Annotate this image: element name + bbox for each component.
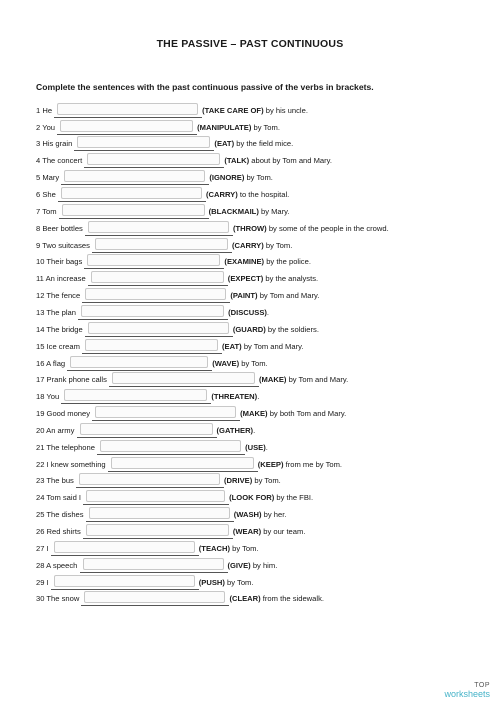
- answer-input[interactable]: [57, 103, 198, 115]
- exercise-row: [36, 220, 389, 237]
- answer-blank: [97, 440, 245, 455]
- sentence-end: by Tom.: [230, 543, 259, 553]
- answer-blank: [78, 305, 228, 320]
- exercise-row: [36, 355, 268, 372]
- answer-blank: [83, 490, 229, 505]
- answer-input[interactable]: [95, 238, 228, 250]
- sentence-end: by the analysts.: [263, 274, 319, 284]
- exercise-row: [36, 523, 305, 540]
- answer-input[interactable]: [100, 440, 241, 452]
- sentence-start: 29 I: [36, 577, 51, 587]
- answer-blank: [83, 524, 233, 539]
- answer-input[interactable]: [87, 153, 220, 165]
- verb-in-brackets: (EXAMINE): [224, 257, 265, 267]
- sentence-start: 23 The bus: [36, 476, 76, 486]
- exercise-row: [36, 473, 281, 490]
- sentence-end: to the hospital.: [237, 190, 290, 199]
- exercise-row: [36, 490, 313, 507]
- answer-blank: [85, 221, 233, 236]
- sentence-end: by her.: [261, 510, 287, 520]
- answer-input[interactable]: [112, 372, 255, 384]
- sentence-end: by both Tom and Mary.: [267, 409, 347, 419]
- verb-in-brackets: (MAKE): [259, 375, 287, 385]
- exercise-row: [36, 405, 346, 422]
- answer-blank: [80, 558, 228, 573]
- logo-worksheets-text: worksheets: [444, 689, 490, 699]
- sentence-end: by him.: [250, 560, 278, 570]
- answer-input[interactable]: [70, 356, 208, 368]
- sentence-start: 19 Good money: [36, 409, 93, 419]
- verb-in-brackets: (DRIVE): [223, 476, 253, 486]
- sentence-start: 4 The concert: [36, 156, 85, 166]
- answer-blank: [77, 423, 217, 438]
- answer-input[interactable]: [89, 507, 230, 519]
- sentence-end: .: [265, 442, 268, 452]
- sentence-start: 14 The bridge: [36, 324, 85, 334]
- answer-blank: [51, 575, 199, 590]
- verb-in-brackets: (MAKE): [240, 409, 268, 419]
- sentence-end: by Tom.: [263, 240, 293, 250]
- verb-in-brackets: (PAINT): [230, 291, 258, 301]
- sentence-start: 2 You: [36, 122, 58, 132]
- answer-input[interactable]: [80, 423, 213, 435]
- answer-blank: [74, 136, 214, 151]
- verb-in-brackets: (EXPECT): [227, 274, 264, 284]
- sentence-end: by the field mice.: [234, 139, 294, 149]
- sentence-end: by Tom and Mary.: [286, 375, 349, 385]
- exercise-row: [36, 439, 268, 456]
- sentence-end: about by Tom and Mary.: [249, 156, 333, 166]
- answer-blank: [67, 356, 212, 371]
- verb-in-brackets: (MANIPULATE): [197, 122, 252, 132]
- exercise-row: [36, 506, 286, 523]
- answer-input[interactable]: [79, 473, 220, 485]
- answer-input[interactable]: [85, 339, 218, 351]
- verb-in-brackets: (DISCUSS): [228, 307, 267, 317]
- sentence-end: by the FBI.: [274, 493, 314, 503]
- answer-blank: [86, 507, 234, 522]
- exercise-row: [36, 237, 292, 254]
- verb-in-brackets: (GIVE): [227, 560, 251, 570]
- answer-input[interactable]: [85, 288, 226, 300]
- exercise-row: [36, 388, 259, 405]
- sentence-end: by the soldiers.: [265, 324, 319, 334]
- answer-blank: [92, 238, 232, 253]
- sentence-start: 20 An army: [36, 425, 77, 435]
- verb-in-brackets: (CARRY): [232, 240, 264, 250]
- sentence-start: 11 An increase: [36, 274, 88, 284]
- verb-in-brackets: (GATHER): [216, 425, 254, 435]
- verb-in-brackets: (PUSH): [198, 577, 225, 587]
- answer-blank: [61, 389, 211, 404]
- verb-in-brackets: (THROW): [232, 223, 267, 233]
- answer-input[interactable]: [61, 187, 202, 199]
- exercise-row: [36, 304, 269, 321]
- answer-blank: [81, 591, 229, 606]
- logo-top-text: TOP: [474, 682, 490, 689]
- sentence-end: by Tom.: [251, 122, 280, 132]
- answer-input[interactable]: [60, 120, 193, 132]
- answer-input[interactable]: [64, 170, 205, 182]
- sentence-start: 27 I: [36, 543, 51, 553]
- sentence-end: by Tom.: [224, 577, 254, 587]
- sentence-end: by the police.: [264, 257, 311, 267]
- sentence-end: by Tom and Mary.: [257, 291, 320, 301]
- exercise-row: [36, 136, 293, 153]
- sentence-end: by Tom.: [244, 173, 273, 183]
- answer-blank: [88, 271, 228, 286]
- answer-input[interactable]: [88, 221, 229, 233]
- exercise-row: [36, 186, 289, 203]
- answer-blank: [109, 372, 259, 387]
- sentence-start: 22 I knew something: [36, 459, 108, 469]
- exercise-row: [36, 102, 308, 119]
- answer-input[interactable]: [62, 204, 205, 216]
- sentence-end: .: [253, 425, 256, 435]
- sentence-end: by our team.: [261, 527, 306, 536]
- answer-input[interactable]: [84, 591, 225, 603]
- exercise-row: [36, 254, 311, 271]
- answer-blank: [84, 254, 224, 269]
- sentence-start: 10 Their bags: [36, 257, 85, 267]
- exercise-row: [36, 203, 290, 220]
- sentence-start: 24 Tom said I: [36, 493, 84, 503]
- page-title: THE PASSIVE – PAST CONTINUOUS: [156, 38, 344, 50]
- sentence-start: 5 Mary: [36, 173, 62, 183]
- sentence-start: 15 Ice cream: [36, 341, 83, 351]
- answer-blank: [108, 457, 258, 472]
- exercise-row: [36, 422, 255, 439]
- exercise-row: [36, 119, 280, 136]
- answer-blank: [58, 187, 206, 202]
- sentence-start: 13 The plan: [36, 307, 79, 317]
- instructions: Complete the sentences with the past continuous passive of the verbs in brackets.: [36, 82, 374, 92]
- answer-blank: [92, 406, 240, 421]
- exercise-row: [36, 271, 318, 288]
- verb-in-brackets: (TEACH): [198, 543, 230, 553]
- sentence-start: 8 Beer bottles: [36, 223, 85, 233]
- sentence-start: 16 A flag: [36, 358, 68, 368]
- sentence-end: .: [257, 392, 260, 402]
- answer-blank: [84, 153, 224, 168]
- sentence-start: 1 He: [36, 105, 55, 115]
- sentence-end: by some of the people in the crowd.: [266, 223, 389, 233]
- sentence-start: 12 The fence: [36, 291, 83, 301]
- answer-blank: [51, 541, 199, 556]
- topworksheets-logo: [444, 681, 490, 699]
- sentence-end: by Tom and Mary.: [241, 341, 304, 351]
- exercise-row: [36, 287, 319, 304]
- exercise-row: [36, 540, 259, 557]
- exercise-row: [36, 574, 254, 591]
- exercise-row: [36, 321, 319, 338]
- answer-input[interactable]: [95, 406, 236, 418]
- answer-input[interactable]: [81, 305, 224, 317]
- sentence-end: from the sidewalk.: [260, 594, 324, 604]
- verb-in-brackets: (WEAR): [232, 527, 262, 536]
- sentence-start: 28 A speech: [36, 560, 80, 570]
- sentence-start: 3 His grain: [36, 139, 75, 149]
- answer-input[interactable]: [54, 575, 195, 587]
- sentence-end: from me by Tom.: [283, 459, 343, 469]
- answer-input[interactable]: [54, 541, 195, 553]
- verb-in-brackets: (WASH): [233, 510, 262, 520]
- answer-blank: [82, 339, 222, 354]
- sentence-end: by Mary.: [258, 206, 290, 216]
- sentence-start: 7 Tom: [36, 206, 59, 216]
- exercise-row: [36, 557, 277, 574]
- verb-in-brackets: (IGNORE): [209, 173, 245, 183]
- verb-in-brackets: (KEEP): [257, 459, 284, 469]
- sentence-start: 26 Red shirts: [36, 527, 83, 536]
- answer-blank: [82, 288, 230, 303]
- answer-blank: [61, 170, 209, 185]
- answer-input[interactable]: [86, 490, 225, 502]
- verb-in-brackets: (THREATEN): [211, 392, 258, 402]
- sentence-end: .: [266, 307, 270, 317]
- verb-in-brackets: (LOOK FOR): [229, 493, 275, 503]
- sentence-start: 25 The dishes: [36, 510, 86, 520]
- verb-in-brackets: (TAKE CARE OF): [202, 105, 264, 115]
- answer-input[interactable]: [87, 254, 220, 266]
- exercise-row: [36, 372, 348, 389]
- sentence-end: by Tom.: [252, 476, 281, 486]
- sentence-end: by Tom.: [239, 358, 268, 368]
- verb-in-brackets: (CARRY): [205, 190, 238, 199]
- sentence-start: 18 You: [36, 392, 62, 402]
- verb-in-brackets: (WAVE): [212, 358, 240, 368]
- verb-in-brackets: (USE): [245, 442, 266, 452]
- exercise-row: [36, 591, 324, 608]
- answer-input[interactable]: [86, 524, 229, 536]
- answer-blank: [85, 322, 233, 337]
- answer-input[interactable]: [91, 271, 224, 283]
- sentence-start: 9 Two suitcases: [36, 240, 92, 250]
- sentence-start: 17 Prank phone calls: [36, 375, 110, 385]
- answer-input[interactable]: [83, 558, 224, 570]
- exercise-row: [36, 456, 342, 473]
- sentence-start: 21 The telephone: [36, 442, 98, 452]
- sentence-start: 6 She: [36, 190, 58, 199]
- answer-input[interactable]: [64, 389, 207, 401]
- answer-input[interactable]: [88, 322, 229, 334]
- verb-in-brackets: (TALK): [224, 156, 250, 166]
- sentence-end: by his uncle.: [263, 105, 308, 115]
- verb-in-brackets: (GUARD): [232, 324, 266, 334]
- verb-in-brackets: (BLACKMAIL): [208, 206, 259, 216]
- answer-input[interactable]: [111, 457, 254, 469]
- answer-blank: [76, 473, 224, 488]
- exercise-row: [36, 153, 332, 170]
- exercise-row: [36, 338, 303, 355]
- answer-blank: [57, 120, 197, 135]
- verb-in-brackets: (EAT): [222, 341, 242, 351]
- answer-input[interactable]: [77, 136, 210, 148]
- exercise-row: [36, 169, 273, 186]
- answer-blank: [59, 204, 209, 219]
- answer-blank: [54, 103, 202, 118]
- verb-in-brackets: (EAT): [214, 139, 235, 149]
- verb-in-brackets: (CLEAR): [229, 594, 261, 604]
- sentence-start: 30 The snow: [36, 594, 82, 604]
